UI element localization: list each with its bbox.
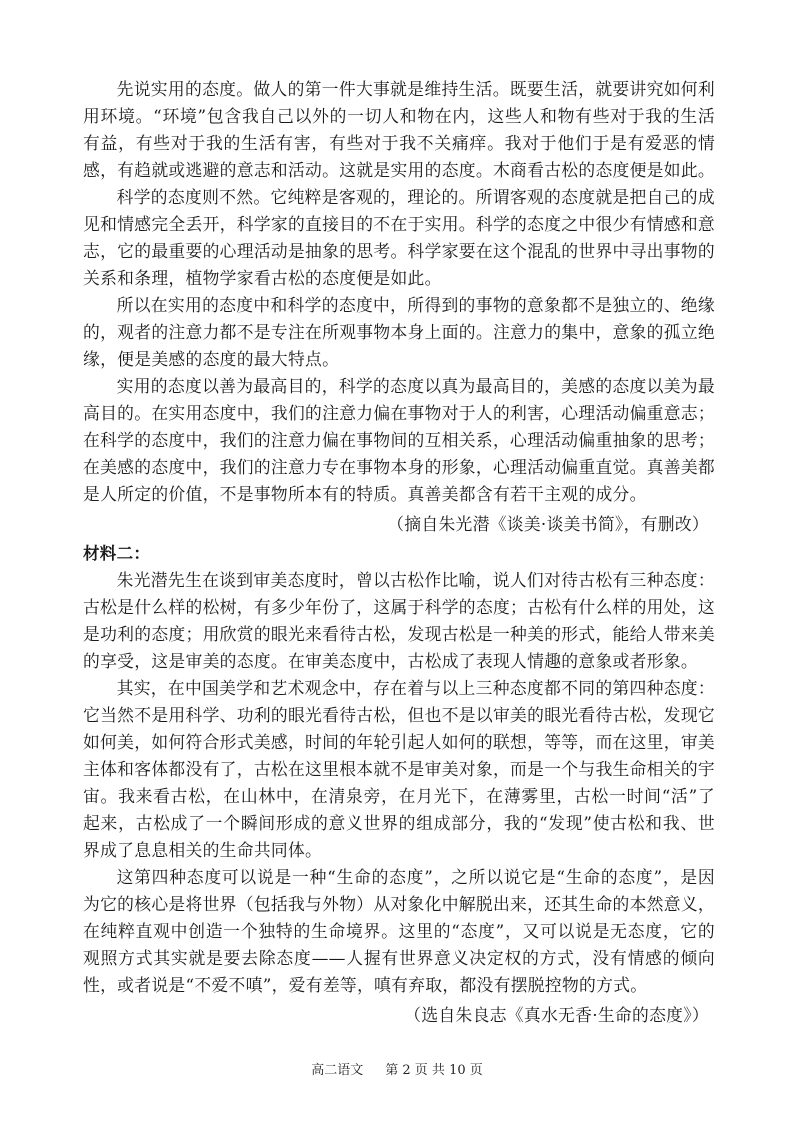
paragraph: 先说实用的态度。做人的第一件大事就是维持生活。既要生活，就要讲究如何利用环境。“环境”包含我自己以外的一切人和物在内，这些人和物有些对于我的生活有益，有些对于我的生活有害，有些对于我不关痛痒。我对于他们于是有爱恶的情感，有趋就或逃避的意志和活动。这就是实用的态度。木商看古松的态度便是如此。 xyxy=(83,79,716,180)
reading-passage xyxy=(83,76,715,1030)
paragraph: 朱光潜先生在谈到审美态度时，曾以古松作比喻，说人们对待古松有三种态度：古松是什么样的松树，有多少年份了，这属于科学的态度；古松有什么样的用处，这是功利的态度；用欣赏的眼光来看待古松，发现古松是一种美的形式，能给人带来美的享受，这是审美的态度。在审美态度中，古松成了表现人情趣的意象或者形象。 xyxy=(83,570,716,671)
page-footer xyxy=(0,1062,794,1080)
paragraph: 实用的态度以善为最高目的，科学的态度以真为最高目的，美感的态度以美为最高目的。在实用态度中，我们的注意力偏在事物对于人的利害，心理活动偏重意志；在科学的态度中，我们的注意力偏在事物间的互相关系，心理活动偏重抽象的思考；在美感的态度中，我们的注意力专在事物本身的形象，心理活动偏重直觉。真善美都是人所定的价值，不是事物所本有的特质。真善美都含有若干主观的成分。 xyxy=(83,376,716,504)
material-two-heading: 材料二： xyxy=(83,544,151,563)
paragraph: 科学的态度则不然。它纯粹是客观的，理论的。所谓客观的态度就是把自己的成见和情感完全丢开，科学家的直接目的不在于实用。科学的态度之中很少有情感和意志，它的最重要的心理活动是抽象的思考。科学家要在这个混乱的世界中寻出事物的关系和条理，植物学家看古松的态度便是如此。 xyxy=(83,187,716,288)
paragraph: 所以在实用的态度中和科学的态度中，所得到的事物的意象都不是独立的、绝缘的，观者的注意力都不是专注在所观事物本身上面的。注意力的集中，意象的孤立绝缘，便是美感的态度的最大特点。 xyxy=(83,295,716,369)
footer-subject: 高二语文 xyxy=(311,1063,364,1078)
paragraph: 其实，在中国美学和艺术观念中，存在着与以上三种态度都不同的第四种态度：它当然不是用科学、功利的眼光看待古松，但也不是以审美的眼光看待古松，发现它如何美，如何符合形式美感，时间的年轮引起人如何的联想，等等，而在这里，审美主体和客体都没有了，古松在这里根本就不是审美对象，而是一个与我生命相关的宇宙。我来看古松，在山林中，在清泉旁，在月光下，在薄雾里，古松一时间“活”了起来，古松成了一个瞬间形成的意义世界的组成部分，我的“发现”使古松和我、世界成了息息相关的生命共同体。 xyxy=(83,678,716,860)
paragraph: 这第四种态度可以说是一种“生命的态度”，之所以说它是“生命的态度”，是因为它的核心是将世界（包括我与外物）从对象化中解脱出来，还其生命的本然意义，在纯粹直观中创造一个独特的生命境界。这里的“态度”，又可以说是无态度，它的观照方式其实就是要去除态度——人握有世界意义决定权的方式，没有情感的倾向性，或者说是“不爱不嗔”，爱有差等，嗔有弃取，都没有摆脱控物的方式。 xyxy=(83,867,716,995)
material-two-citation: （选自朱良志《真水无香·生命的态度》） xyxy=(404,1005,709,1025)
footer-page-number: 第 2 页 共 10 页 xyxy=(385,1063,483,1078)
material-one-citation: （摘自朱光潜《谈美·谈美书简》，有删改） xyxy=(387,514,709,534)
